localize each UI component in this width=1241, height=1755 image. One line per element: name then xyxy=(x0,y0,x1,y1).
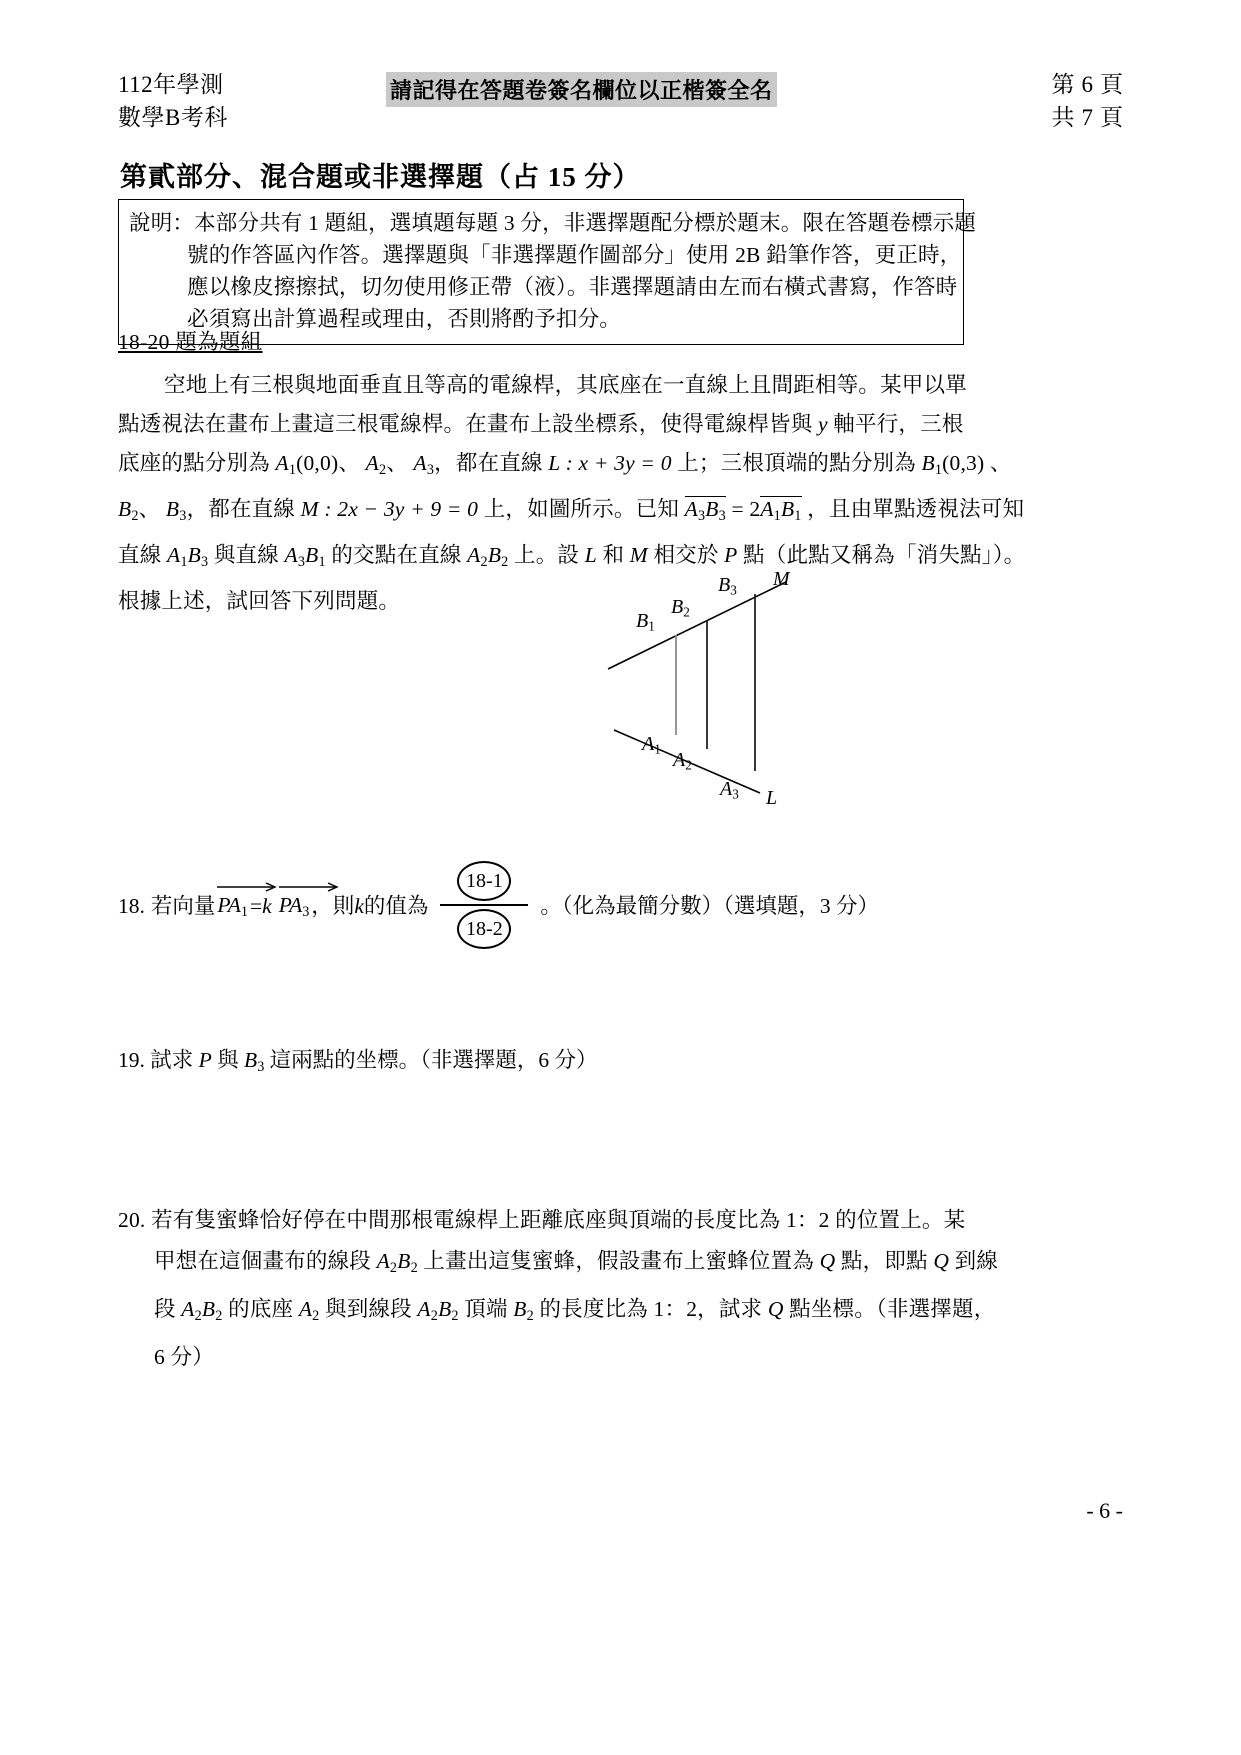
q20-l3-segment-A2B2-2 xyxy=(417,1296,459,1324)
line-L-symbol: L xyxy=(548,451,561,475)
point-B3-letter: B xyxy=(165,496,180,521)
point-B2-sub: 2 xyxy=(131,507,139,524)
question-18-equals: = xyxy=(250,894,263,918)
figure-label-A3-letter: A xyxy=(720,778,733,800)
stem-line-5-b: 與直線 xyxy=(208,542,285,567)
figure-label-A1 xyxy=(642,733,661,758)
total-unit: 頁 xyxy=(1100,105,1123,130)
q20-l3-b: 的底座 xyxy=(222,1296,299,1321)
q20-l3-A2c-letter: A xyxy=(417,1296,431,1321)
exam-subject: 數學B考科 xyxy=(118,105,228,130)
question-20-line-1 xyxy=(118,1200,1128,1241)
question-19-number: 19. xyxy=(118,1048,145,1072)
vec2-P: P xyxy=(278,892,290,917)
q20-l3-A2b-letter: A xyxy=(298,1296,313,1321)
vec2-sub: 3 xyxy=(302,903,310,920)
q20-point-Q-2: Q xyxy=(933,1249,950,1273)
vec2-A: A xyxy=(289,892,303,917)
q20-l3-A2-letter: A xyxy=(181,1296,195,1321)
question-18-number: 18. xyxy=(118,894,145,918)
var-y: y xyxy=(817,412,828,436)
fraction-bar xyxy=(440,904,528,906)
question-group-label: 18-20 題為題組 xyxy=(118,330,263,354)
seg2-A1-letter: A xyxy=(760,496,774,521)
figure-label-B3-sub: 3 xyxy=(730,582,737,598)
q20-l2-a: 甲想在這個畫布的線段 xyxy=(154,1249,377,1273)
figure-label-A1-letter: A xyxy=(642,733,655,755)
question-19-text-b: 與 xyxy=(211,1048,245,1072)
figure-label-B2-sub: 2 xyxy=(683,604,690,620)
point-A1-sub: 1 xyxy=(288,461,297,478)
point-A2-sub: 2 xyxy=(378,461,387,478)
seg-A3-letter: A xyxy=(684,496,698,521)
line-A3B1 xyxy=(284,542,326,570)
question-20-line-3 xyxy=(118,1289,1128,1337)
total-number: 7 xyxy=(1081,105,1093,130)
l5-B2-sub: 2 xyxy=(501,553,509,570)
l5-B1-sub: 1 xyxy=(318,553,326,570)
q20-l3-f: 點坐標。（非選擇題， xyxy=(783,1296,996,1321)
page-footer: - 6 - xyxy=(1086,1498,1123,1523)
figure-label-B3-letter: B xyxy=(718,574,731,596)
line-M-symbol: M xyxy=(300,496,319,521)
current-page-line xyxy=(1052,68,1124,101)
stem-line-1: 空地上有三根與地面垂直且等高的電線桿，其底座在一直線上且間距相等。某甲以單 xyxy=(164,373,967,397)
stem-line-5-d: 上。設 xyxy=(508,542,585,567)
line-M-stroke xyxy=(608,582,786,669)
figure-label-B1 xyxy=(636,610,655,635)
vector-PA1-expr xyxy=(217,892,248,920)
question-19 xyxy=(118,1043,598,1084)
figure-label-A2-sub: 2 xyxy=(685,757,692,773)
segment-A3B3 xyxy=(685,496,726,524)
stem-line-3-d: ，都在直線 xyxy=(434,451,549,475)
point-B1 xyxy=(921,451,943,478)
q19-B3-letter: B xyxy=(244,1048,258,1072)
point-B3 xyxy=(165,496,187,524)
q20-l3-point-A2 xyxy=(298,1296,320,1324)
question-19-text-c: 這兩點的坐標。（非選擇題，6 分） xyxy=(264,1048,598,1072)
instruction-line-2: 號的作答區內作答。選擇題與「非選擇題作圖部分」使用 2B 鉛筆作答，更正時， xyxy=(187,243,962,267)
l5-B3-sub: 3 xyxy=(200,553,209,570)
point-A3 xyxy=(413,451,435,478)
q20-l2-b: 上畫出這隻蜜蜂，假設畫布上蜜蜂位置為 xyxy=(417,1249,820,1273)
point-B3-sub: 3 xyxy=(179,507,187,524)
page-label: 第 xyxy=(1051,72,1075,97)
coord-B1: (0,3) xyxy=(942,451,985,475)
vector-PA1 xyxy=(217,884,248,929)
page-number: 6 xyxy=(1081,72,1093,97)
q19-B3-sub: 3 xyxy=(257,1058,265,1075)
q20-l3-c: 與到線段 xyxy=(319,1296,418,1321)
page-numbering xyxy=(1052,68,1124,134)
point-A1 xyxy=(275,451,297,478)
question-20-text-1: 若有隻蜜蜂恰好停在中間那根電線桿上距離底座與頂端的長度比為 1：2 的位置上。某 xyxy=(151,1208,966,1232)
stem-line-3-b: 、 xyxy=(338,451,366,475)
vec1-sub: 1 xyxy=(240,903,248,920)
l5-A1-sub: 1 xyxy=(180,553,188,570)
vector-arrow-icon xyxy=(217,881,277,892)
seg2-B1-sub: 1 xyxy=(794,507,802,524)
scalar-k: k xyxy=(262,894,272,918)
stem-line-3 xyxy=(118,444,1128,490)
answer-blank-18-1[interactable]: 18-1 xyxy=(457,861,511,901)
stem-line-3-f: 、 xyxy=(984,451,1012,475)
instruction-line-3: 應以橡皮擦擦拭，切勿使用修正帶（液）。非選擇題請由左而右橫式書寫，作答時 xyxy=(187,275,958,299)
q20-l2-c: 點，即點 xyxy=(835,1249,934,1273)
q20-A2-letter: A xyxy=(376,1249,390,1273)
instruction-line-4: 必須寫出計算過程或理由，否則將酌予扣分。 xyxy=(187,307,622,331)
l5-A3-sub: 3 xyxy=(297,553,306,570)
point-A3-letter: A xyxy=(413,451,427,475)
l5-A2-letter: A xyxy=(467,542,481,567)
segment-equals: = 2 xyxy=(725,496,761,521)
l5-line-L: L xyxy=(584,542,597,567)
figure-label-L: L xyxy=(766,787,778,809)
q20-l3-B2b-sub: 2 xyxy=(526,1307,534,1324)
question-20-line-2 xyxy=(118,1241,1128,1289)
point-B1-sub: 1 xyxy=(934,461,943,478)
page-header xyxy=(118,68,1123,140)
q20-l3-point-B2 xyxy=(513,1296,534,1324)
question-18-row xyxy=(118,862,1128,950)
q20-l3-A2c-sub: 2 xyxy=(430,1307,439,1324)
stem-line-2-b: 軸平行，三根 xyxy=(827,412,964,436)
q20-l3-segment-A2B2 xyxy=(181,1296,223,1324)
line-M-equation: : 2x − 3y + 9 = 0 xyxy=(318,496,479,521)
stem-line-2 xyxy=(118,405,1128,444)
stem-line-4 xyxy=(118,490,1128,536)
l5-B2-letter: B xyxy=(487,542,502,567)
q20-segment-A2B2 xyxy=(376,1249,418,1276)
q20-l3-A2-sub: 2 xyxy=(194,1307,202,1324)
figure-label-B3 xyxy=(718,574,737,599)
perspective-diagram xyxy=(590,565,850,830)
answer-fraction xyxy=(440,861,528,949)
question-20-number: 20. xyxy=(118,1208,146,1232)
point-A2-letter: A xyxy=(365,451,379,475)
figure-label-A3-sub: 3 xyxy=(732,786,739,802)
stem-line-5-e: 和 xyxy=(596,542,630,567)
l5-A2-sub: 2 xyxy=(480,553,488,570)
point-A1-letter: A xyxy=(275,451,289,475)
question-20 xyxy=(118,1200,1128,1378)
l5-B3-letter: B xyxy=(187,542,201,567)
q20-l3-B2c-sub: 2 xyxy=(451,1307,459,1324)
stem-line-2-a: 點透視法在畫布上畫這三根電線桿。在畫布上設坐標系，使得電線桿皆與 xyxy=(118,412,818,436)
instruction-box xyxy=(118,199,977,345)
q20-B2-letter: B xyxy=(397,1249,411,1273)
vector-arrow-icon-2 xyxy=(279,881,339,892)
point-A2 xyxy=(365,451,387,478)
figure-label-A2 xyxy=(673,749,692,774)
instruction-line-1: 說明：本部分共有 1 題組，選填題每題 3 分，非選擇題配分標於題末。限在答題卷標示題 xyxy=(129,211,977,235)
point-A3-sub: 3 xyxy=(426,461,435,478)
q20-l3-B2b-letter: B xyxy=(513,1296,527,1321)
line-L-equation: : x + 3y = 0 xyxy=(560,451,672,475)
l5-B1-letter: B xyxy=(305,542,319,567)
seg2-A1-sub: 1 xyxy=(773,507,781,524)
stem-line-5-a: 直線 xyxy=(118,542,167,567)
stem-line-5-c: 的交點在直線 xyxy=(325,542,468,567)
q20-l3-A2b-sub: 2 xyxy=(312,1307,320,1324)
stem-line-5-g: 點（此點又稱為「消失點」）。 xyxy=(737,542,1026,567)
q19-point-B3 xyxy=(244,1048,265,1075)
l5-A3-letter: A xyxy=(284,542,298,567)
figure-label-B2 xyxy=(671,596,690,621)
q19-point-P: P xyxy=(198,1048,212,1072)
figure-label-A1-sub: 1 xyxy=(654,741,661,757)
exam-identity xyxy=(118,68,228,134)
l5-A1-letter: A xyxy=(166,542,181,567)
stem-line-3-a: 底座的點分別為 xyxy=(118,451,276,475)
seg-A3-sub: 3 xyxy=(697,507,706,524)
q20-l3-B2c-letter: B xyxy=(438,1296,452,1321)
page-unit: 頁 xyxy=(1100,72,1123,97)
question-20-line-4: 6 分） xyxy=(154,1344,214,1369)
total-label: 共 xyxy=(1051,105,1075,130)
figure-label-B2-letter: B xyxy=(671,596,684,618)
q20-l2-d: 到線 xyxy=(949,1249,999,1273)
question-18-text-d: 。（化為最簡分數）（選填題，3 分） xyxy=(540,894,880,918)
seg2-B1-letter: B xyxy=(780,496,795,521)
stem-line-4-d: ，且由單點透視法可知 xyxy=(801,496,1025,521)
figure-label-B1-letter: B xyxy=(636,610,649,632)
vec1-A: A xyxy=(227,892,241,917)
stem-line-4-a: 、 xyxy=(138,496,166,521)
segment-A1B1 xyxy=(760,496,801,524)
point-B2-letter: B xyxy=(118,496,132,521)
stem-line-5-f: 相交於 xyxy=(647,542,725,567)
segment-A1B1-expr xyxy=(760,496,802,524)
scalar-k-2: k xyxy=(354,894,364,918)
stem-line-3-e: 上；三根頂端的點分別為 xyxy=(671,451,922,475)
q20-l3-d: 頂端 xyxy=(458,1296,514,1321)
vector-PA3 xyxy=(279,884,310,929)
coord-A1: (0,0) xyxy=(296,451,339,475)
point-B1-letter: B xyxy=(921,451,935,475)
point-B2 xyxy=(118,496,139,524)
q20-l3-B2-letter: B xyxy=(201,1296,216,1321)
q20-A2-sub: 2 xyxy=(389,1259,398,1276)
question-18-text-a: 若向量 xyxy=(150,894,216,918)
signature-notice: 請記得在答題卷簽名欄位以正楷簽全名 xyxy=(386,72,777,107)
question-18-text-c: 的值為 xyxy=(363,894,429,918)
figure-label-B1-sub: 1 xyxy=(648,618,655,634)
q20-l3-point-Q: Q xyxy=(767,1296,784,1321)
line-A2B2 xyxy=(467,542,509,570)
seg-B3-sub: 3 xyxy=(718,507,726,524)
total-pages-line xyxy=(1052,101,1124,134)
figure-label-A2-letter: A xyxy=(673,749,686,771)
section-title: 第貳部分、混合題或非選擇題（占 15 分） xyxy=(120,162,641,192)
stem-line-6: 根據上述，試回答下列問題。 xyxy=(118,588,401,613)
q20-B2-sub: 2 xyxy=(410,1259,418,1276)
l5-line-M: M xyxy=(629,542,648,567)
q20-l3-a: 段 xyxy=(154,1296,182,1321)
answer-blank-18-2[interactable]: 18-2 xyxy=(457,909,511,949)
exam-year: 112年學測 xyxy=(118,72,224,97)
q20-point-Q: Q xyxy=(819,1249,836,1273)
question-18 xyxy=(118,862,1128,950)
question-18-text-b: ，則 xyxy=(311,894,355,918)
q20-l3-B2-sub: 2 xyxy=(215,1307,223,1324)
point-P: P xyxy=(724,542,738,567)
vec1-P: P xyxy=(217,892,228,917)
figure-label-A3 xyxy=(720,778,739,803)
line-A1B3 xyxy=(166,542,209,570)
stem-line-3-c: 、 xyxy=(386,451,414,475)
q20-l3-e: 的長度比為 1：2，試求 xyxy=(533,1296,768,1321)
segment-A3B3-expr xyxy=(684,496,726,524)
stem-line-4-c: 上，如圖所示。已知 xyxy=(478,496,685,521)
stem-line-4-b: ，都在直線 xyxy=(186,496,301,521)
question-19-text-a: 試求 xyxy=(150,1048,199,1072)
vector-PA3-expr xyxy=(278,892,310,920)
figure-label-M: M xyxy=(773,568,790,590)
seg-B3-letter: B xyxy=(705,496,719,521)
